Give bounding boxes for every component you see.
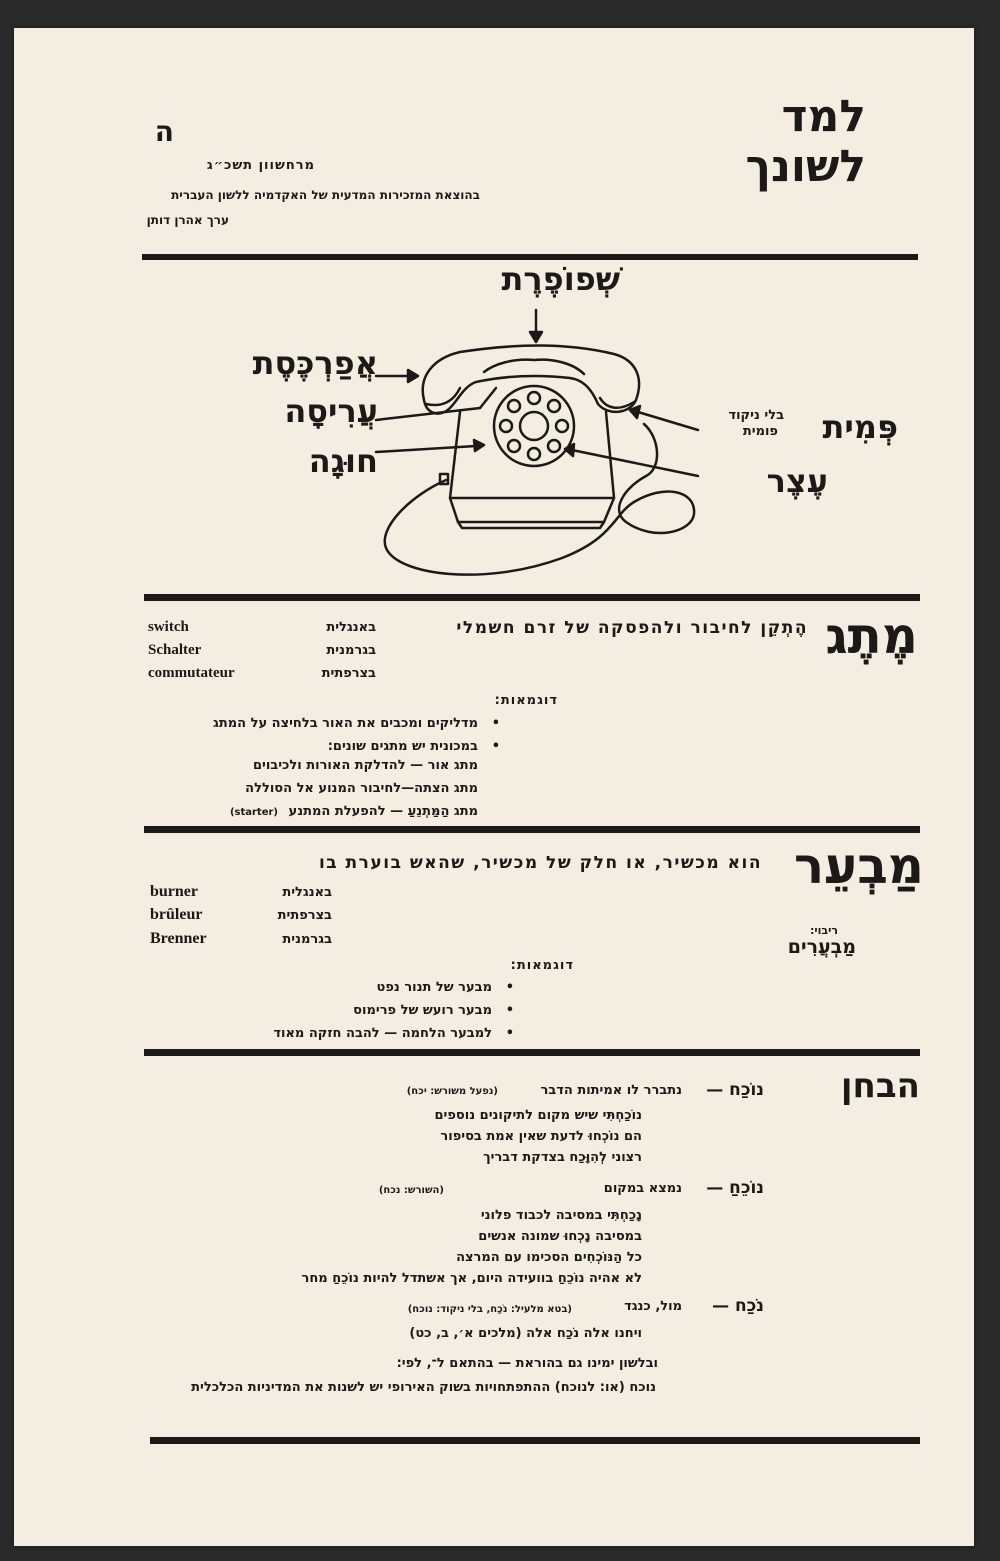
label-etser: עֶצֶר [766, 462, 828, 500]
publisher-line: בהוצאת המזכירות המדעית של האקדמיה ללשון העברית [171, 188, 480, 202]
list-item: • במכונית יש מתגים שונים: [213, 735, 478, 758]
entry1-definition: הֶתְקֵן לחיבור ולהפסקה של זרם חשמלי [456, 618, 808, 638]
test-title: הבחן [840, 1066, 920, 1106]
entry1-word-1: switch [148, 619, 189, 635]
entry2-plural: מַבְעֲרִים [787, 936, 856, 958]
test-item3-note: (בטא מלעיל: נֹכַח, בלי ניקוד: נוכח) [407, 1304, 572, 1315]
entry2-examples-label: דוגמאות: [510, 958, 574, 973]
label-arisa: עֲרִיסָה [284, 392, 378, 430]
entry2-plural-label: ריבוי: [810, 924, 838, 937]
entry1-bullets [213, 712, 478, 758]
entry2-word-1: burner [150, 883, 198, 900]
title-line-2: לשונך [745, 141, 866, 192]
test-item2-line3: כל הַנּוֹכְחִים הסכימו עם המרצה [456, 1250, 642, 1265]
entry1-sub-3-text: מתג הַמַּתְנֵעַ — להפעלת המתנע [288, 804, 478, 819]
label-pamit-note-1: בלי ניקוד [728, 408, 784, 423]
test-item1-word: נוֹכַח — [706, 1080, 764, 1100]
label-pamit: פְּמִית [822, 408, 898, 446]
test-item2-line1: נָכַחְתִּי במסיבה לכבוד פלוני [480, 1208, 642, 1223]
entry1-word-3: commutateur [148, 665, 235, 681]
test-closing-1: ובלשון ימינו גם בהוראת — בהתאם ל־, לפי: [396, 1356, 658, 1371]
divider-5 [150, 1437, 920, 1444]
test-item1-line1: נוֹכַחְתִּי שיש מקום לתיקונים נוספים [434, 1108, 642, 1123]
entry2-lang-1: באנגלית [282, 885, 332, 900]
test-item2-line2: במסיבה נָכְחוּ שמונה אנשים [478, 1229, 642, 1244]
title-line-1: למד [781, 91, 866, 142]
entry2-term: מַבְעֵר [793, 837, 924, 895]
divider-4 [144, 1049, 920, 1056]
label-chuga: חוּגָה [308, 442, 378, 480]
entry1-sub-2: מתג הצתה—לחיבור המנוע אל הסוללה [245, 781, 478, 796]
entry1-term: מֶתֶג [825, 607, 918, 665]
list-item: • למבער הלחמה — להבה חזקה מאוד [273, 1022, 492, 1045]
entry1-lang-3: בצרפתית [321, 666, 376, 681]
rotary-telephone-icon [14, 28, 974, 628]
entry2-word-2: brûleur [150, 906, 203, 923]
entry1-sub-3-note: (starter) [229, 807, 278, 818]
label-shfoferet: שְׁפוֹפֶרֶת [501, 260, 620, 298]
entry2-bullets [273, 976, 492, 1045]
entry1-lang-2: בגרמנית [326, 643, 376, 658]
test-closing-2: נוכח (או: לנוכח) ההתפתחויות בשוק האירופי יש לשנות את המדיניות הכלכלית [191, 1380, 656, 1395]
entry1-examples-label: דוגמאות: [494, 693, 558, 708]
test-item2-line4: לא אהיה נוֹכֵחַ בוועידה היום, אך אשתדל להיות נוֹכֵחַ מחר [301, 1271, 642, 1286]
test-item1-line3: רצוני לְהִוָּכַח בצדקת דבריך [483, 1150, 642, 1165]
divider-2 [144, 594, 920, 601]
test-item3-line1: ויחנו אלה נֹכַח אלה (מלכים א׳, ב, כט) [409, 1326, 642, 1341]
issue-date: מרחשוון תשכ״ג [206, 158, 315, 173]
entry1-lang-1: באנגלית [326, 620, 376, 635]
entry1-sub-1: מתג אור — להדלקת האורות ולכיבוים [252, 758, 478, 773]
entry2-lang-2: בצרפתית [277, 908, 332, 923]
entry2-definition: הוא מכשיר, או חלק של מכשיר, שהאש בוערת בו [318, 853, 762, 873]
test-item2-note: (השורש: נכח) [378, 1185, 444, 1196]
entry1-sub-3 [230, 804, 478, 819]
label-pamit-note-2: פומית [742, 424, 778, 439]
list-item: • מבער של תנור נפט [273, 976, 492, 999]
label-afarkeset: אֲפַרְכֶּסֶת [252, 344, 378, 382]
list-item: • מבער רועש של פרימוס [273, 999, 492, 1022]
test-item1-note: (נפעל משורש: יכח) [406, 1086, 498, 1097]
entry2-word-3: Brenner [150, 930, 207, 947]
issue-number: ה [154, 115, 174, 148]
entry1-word-2: Schalter [148, 642, 202, 658]
document-page [14, 28, 974, 1546]
test-item1-line2: הם נוֹכְחוּ לדעת שאין אמת בסיפור [440, 1129, 642, 1144]
test-item3-meaning: מול, כנגד [624, 1299, 682, 1314]
editor-line: ערך אהרן דותן [146, 213, 229, 227]
entry2-lang-3: בגרמנית [282, 932, 332, 947]
test-item2-meaning: נמצא במקום [603, 1181, 682, 1196]
test-item3-word: נֹכַח — [712, 1296, 764, 1316]
test-item1-meaning: נתברר לו אמיתות הדבר [540, 1083, 682, 1098]
list-item: • מדליקים ומכבים את האור בלחיצה על המתג [213, 712, 478, 735]
test-item2-word: נוֹכֵחַ — [706, 1178, 764, 1198]
divider-3 [144, 826, 920, 833]
